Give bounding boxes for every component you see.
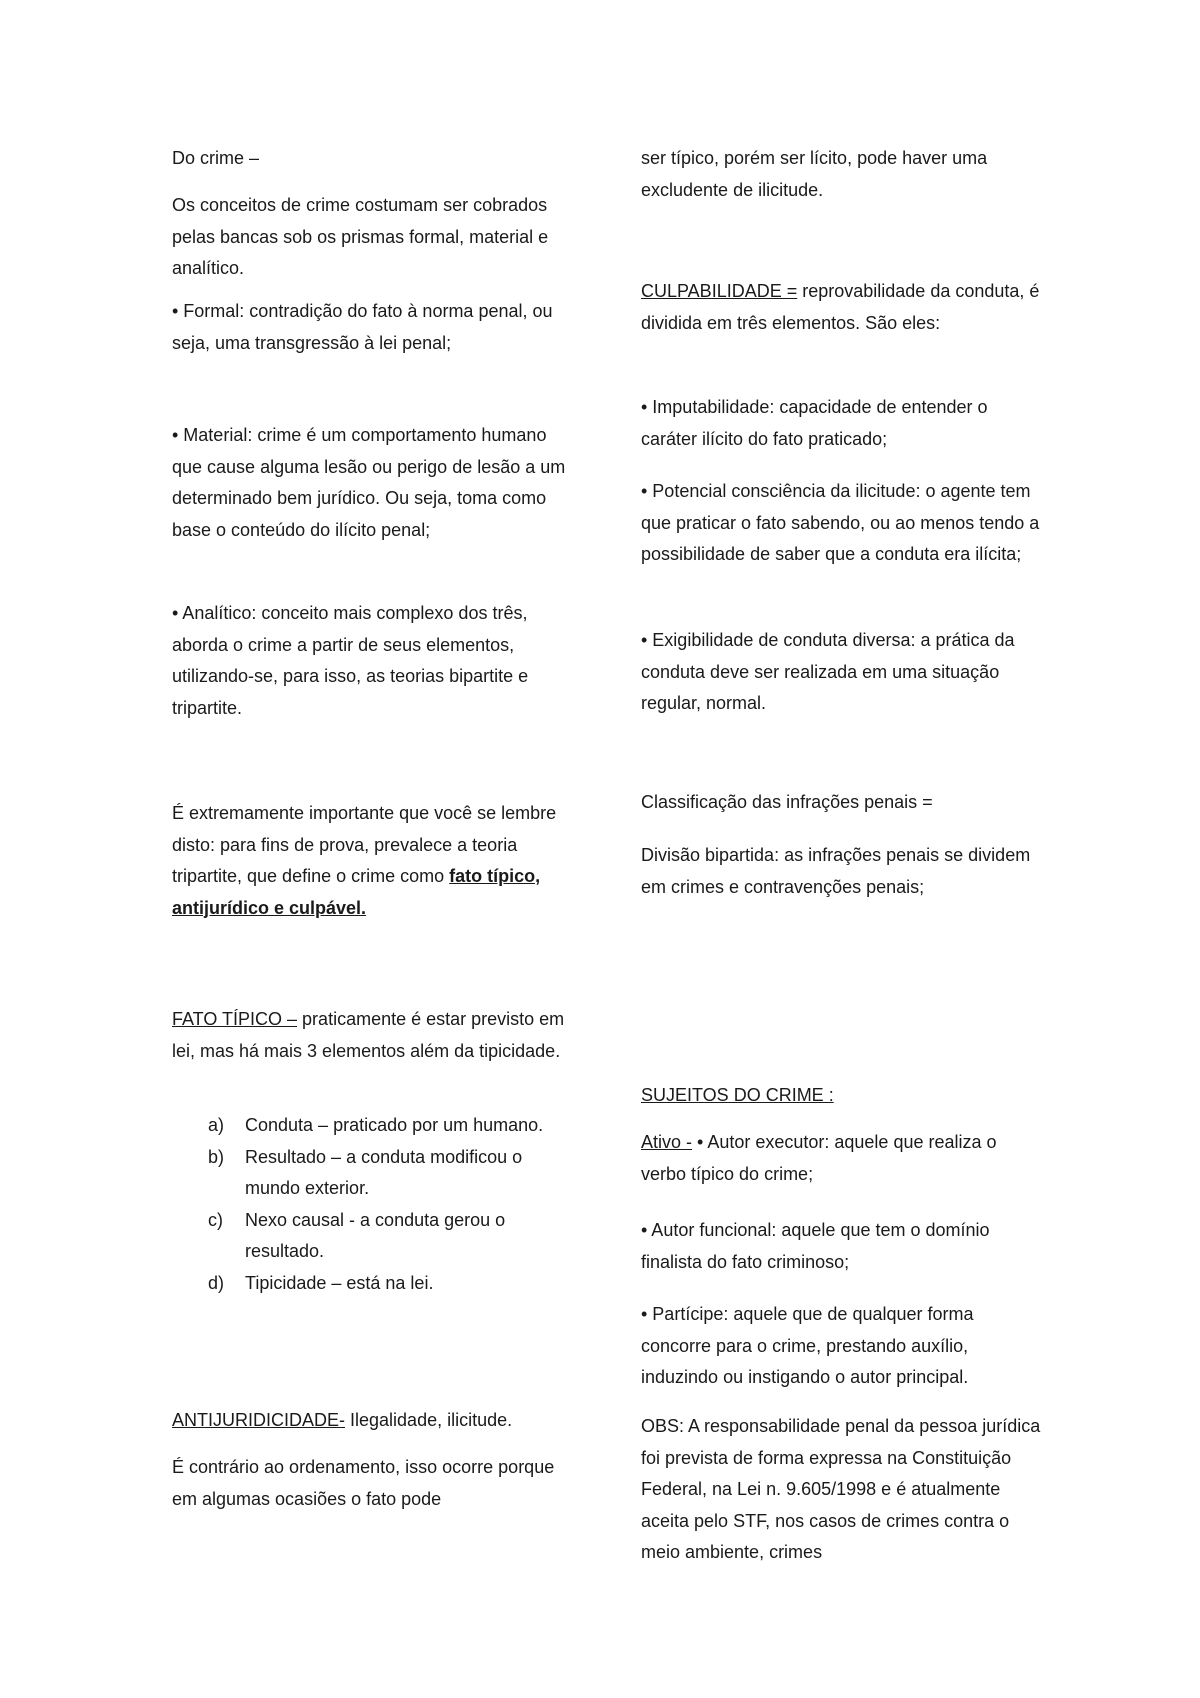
culpabilidade-heading: CULPABILIDADE =	[641, 281, 798, 301]
list-item	[172, 1205, 572, 1268]
fato-tipico-list	[172, 1110, 572, 1299]
ativo-text: • Autor executor: aquele que realiza o verbo típico do crime;	[641, 1132, 997, 1184]
importante-emphasis: fato típico, antijurídico e culpável.	[172, 866, 541, 918]
imputabilidade-paragraph	[641, 392, 1041, 455]
analitico-paragraph	[172, 598, 572, 724]
formal-paragraph	[172, 296, 572, 359]
list-item	[172, 1268, 572, 1300]
intro-text: Os conceitos de crime costumam ser cobrados pelas bancas sob os prismas formal, material e analítico.	[172, 195, 549, 278]
analitico-text: • Analítico: conceito mais complexo dos três, aborda o crime a partir de seus elementos, utilizando-se, para isso, as teorias bipartite e tripartite.	[172, 603, 529, 718]
section-title-text: Do crime –	[172, 148, 260, 168]
list-item	[172, 1142, 572, 1205]
fato-tipico-wrapper	[172, 1004, 572, 1067]
sujeitos-heading-text: SUJEITOS DO CRIME :	[641, 1085, 834, 1105]
classificacao-text: Classificação das infrações penais =	[641, 792, 933, 812]
list-marker: a)	[208, 1115, 225, 1135]
obs-text: OBS: A responsabilidade penal da pessoa jurídica foi prevista de forma expressa na Constituição Federal, na Lei n. 9.605/1998 e é atualmente aceita pelo STF, nos casos de crimes contra o meio ambiente, crimes	[641, 1416, 1041, 1562]
divisao-paragraph	[641, 840, 1041, 903]
list-item-text: Tipicidade – está na lei.	[245, 1272, 434, 1293]
classificacao-heading	[641, 787, 1041, 819]
participe-paragraph	[641, 1299, 1041, 1394]
fato-tipico-paragraph	[172, 1004, 572, 1067]
material-paragraph	[172, 420, 572, 546]
contrario-text: É contrário ao ordenamento, isso ocorre porque em algumas ocasiões o fato pode	[172, 1457, 555, 1509]
fato-tipico-heading: FATO TÍPICO –	[172, 1009, 298, 1029]
culpabilidade-text: reprovabilidade da conduta, é dividida em três elementos. São eles:	[641, 281, 1040, 333]
participe-text: • Partícipe: aquele que de qualquer forma concorre para o crime, prestando auxílio, induzindo ou instigando o autor principal.	[641, 1304, 974, 1387]
continuation-text: ser típico, porém ser lícito, pode haver uma excludente de ilicitude.	[641, 148, 988, 200]
section-title	[172, 143, 572, 175]
list-marker: c)	[208, 1209, 223, 1230]
potencial-paragraph	[641, 476, 1041, 571]
fato-tipico-text: praticamente é estar previsto em lei, mas há mais 3 elementos além da tipicidade.	[172, 1009, 565, 1061]
antijuridicidade-heading: ANTIJURIDICIDADE-	[172, 1410, 346, 1430]
fato-items-list	[172, 1110, 572, 1299]
exigibilidade-text: • Exigibilidade de conduta diversa: a prática da conduta deve ser realizada em uma situação regular, normal.	[641, 630, 1015, 713]
ativo-paragraph	[641, 1127, 1041, 1190]
importante-wrapper	[172, 798, 572, 924]
autor-funcional-paragraph	[641, 1215, 1041, 1278]
exigibilidade-paragraph	[641, 625, 1041, 720]
intro-paragraph	[172, 190, 572, 285]
imputabilidade-text: • Imputabilidade: capacidade de entender o caráter ilícito do fato praticado;	[641, 397, 988, 449]
list-item	[172, 1110, 572, 1142]
culpabilidade-paragraph	[641, 276, 1041, 339]
contrario-paragraph	[172, 1452, 572, 1515]
ativo-wrapper	[641, 1127, 1041, 1190]
material-text: • Material: crime é um comportamento humano que cause alguma lesão ou perigo de lesão a um determinado bem jurídico. Ou seja, toma como base o conteúdo do ilícito penal;	[172, 425, 566, 540]
ativo-label: Ativo -	[641, 1132, 693, 1152]
obs-paragraph	[641, 1411, 1041, 1569]
continuation-paragraph	[641, 143, 1041, 206]
list-marker: d)	[208, 1272, 225, 1293]
potencial-text: • Potencial consciência da ilicitude: o agente tem que praticar o fato sabendo, ou ao menos tendo a possibilidade de saber que a conduta era ilícita;	[641, 481, 1040, 564]
list-marker: b)	[208, 1146, 225, 1167]
formal-text: • Formal: contradição do fato à norma penal, ou seja, uma transgressão à lei penal;	[172, 301, 553, 353]
list-item-text: Resultado – a conduta modificou o mundo exterior.	[245, 1146, 523, 1198]
sujeitos-heading	[641, 1080, 1041, 1112]
antijuridicidade-text: Ilegalidade, ilicitude.	[345, 1410, 513, 1430]
autor-funcional-text: • Autor funcional: aquele que tem o domínio finalista do fato criminoso;	[641, 1220, 990, 1272]
antijuridicidade-paragraph	[172, 1405, 572, 1437]
antijuridicidade-wrapper	[172, 1405, 572, 1437]
divisao-text: Divisão bipartida: as infrações penais se dividem em crimes e contravenções penais;	[641, 845, 1031, 897]
culpabilidade-wrapper	[641, 276, 1041, 339]
importante-paragraph	[172, 798, 572, 924]
list-item-text: Nexo causal - a conduta gerou o resultado.	[245, 1209, 506, 1261]
importante-text: É extremamente importante que você se lembre disto: para fins de prova, prevalece a teoria tripartite, que define o crime como	[172, 803, 557, 886]
list-item-text: Conduta – praticado por um humano.	[245, 1115, 544, 1135]
